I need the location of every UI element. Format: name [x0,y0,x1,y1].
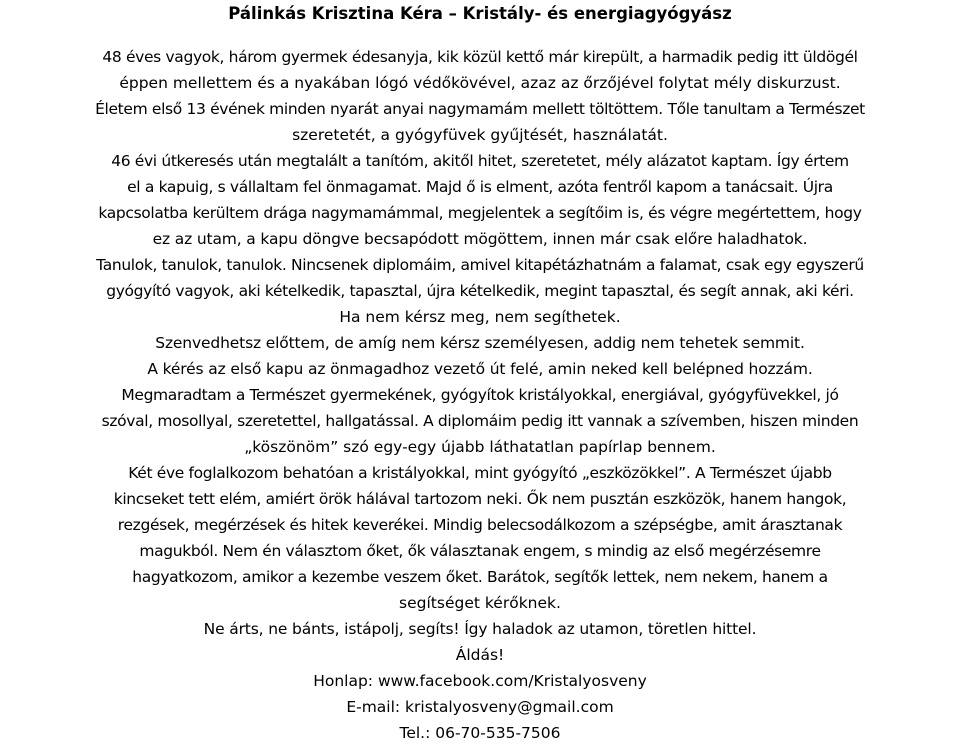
text-line: Ne árts, ne bánts, istápolj, segíts! Így haladok az utamon, töretlen hittel. [203,620,757,638]
text-line: szeretetét, a gyógyfüvek gyűjtését, használatát. [292,126,668,144]
website-link[interactable]: Honlap: www.facebook.com/Kristalyosveny [313,672,647,690]
text-line: hagyatkozom, amikor a kezembe veszem őket. Barátok, segítők lettek, nem nekem, hanem a [132,568,828,586]
text-line: segítséget kérőknek. [399,594,561,612]
email-link[interactable]: E-mail: kristalyosveny@gmail.com [346,698,614,716]
text-line: gyógyító vagyok, aki kételkedik, tapasztal, újra kételkedik, megint tapasztal, és segít annak, aki kéri. [106,282,854,300]
text-line: Életem első 13 évének minden nyarát anyai nagymamám mellett töltöttem. Tőle tanultam a Természet [95,100,865,118]
text-line: rezgések, megérzések és hitek keverékei. Mindig belecsodálkozom a szépségbe, amit árasztanak [117,516,843,534]
text-line: Megmaradtam a Természet gyermekének, gyógyítok kristályokkal, energiával, gyógyfüvekkel, jó [121,386,839,404]
text-line: Két éve foglalkozom behatóan a kristályokkal, mint gyógyító „eszközökkel”. A Természet újabb [128,464,832,482]
text-line: A kérés az első kapu az önmagadhoz vezető út felé, amin neked kell belépned hozzám. [147,360,813,378]
text-line: kapcsolatba kerültem drága nagymamámmal, megjelentek a segítőim is, és végre megértettem, hogy [98,204,862,222]
text-line: éppen mellettem és a nyakában lógó védőkövével, azaz az őrzőjével folytat mély diskurzust. [119,74,841,92]
text-line: magukból. Nem én választom őket, ők választanak engem, s mindig az első megérzésemre [139,542,821,560]
text-line: 48 éves vagyok, három gyermek édesanyja, kik közül kettő már kirepült, a harmadik pedig itt üldögél [102,48,858,66]
text-line: Tanulok, tanulok, tanulok. Nincsenek diplomáim, amivel kitapétázhatnám a falamat, csak egy egyszerű [96,256,864,274]
text-line: 46 évi útkeresés után megtalált a tanítóm, akitől hitet, szeretetet, mély alázatot kaptam. Így értem [111,152,849,170]
text-line: Szenvedhetsz előttem, de amíg nem kérsz személyesen, addig nem tehetek semmit. [155,334,805,352]
text-line: „köszönöm” szó egy-egy újabb láthatatlan papírlap bennem. [244,438,716,456]
text-line: kincseket tett elém, amiért örök hálával tartozom neki. Ők nem pusztán eszközök, hanem hangok, [113,490,847,508]
text-line: el a kapuig, s vállaltam fel önmagamat. Majd ő is elment, azóta fentről kapom a tanácsait. Újra [127,178,833,196]
text-line: Ha nem kérsz meg, nem segíthetek. [339,308,621,326]
document-body [0,44,960,746]
document-title: Pálinkás Krisztina Kéra – Kristály- és energiagyógyász [228,4,732,23]
text-line: szóval, mosollyal, szeretettel, hallgatással. A diplomáim pedig itt vannak a szívemben, hiszen minden [101,412,859,430]
text-line: Áldás! [455,646,505,664]
text-line: ez az utam, a kapu döngve becsapódott mögöttem, innen már csak előre haladhatok. [152,230,808,248]
phone-number: Tel.: 06-70-535-7506 [399,724,561,742]
